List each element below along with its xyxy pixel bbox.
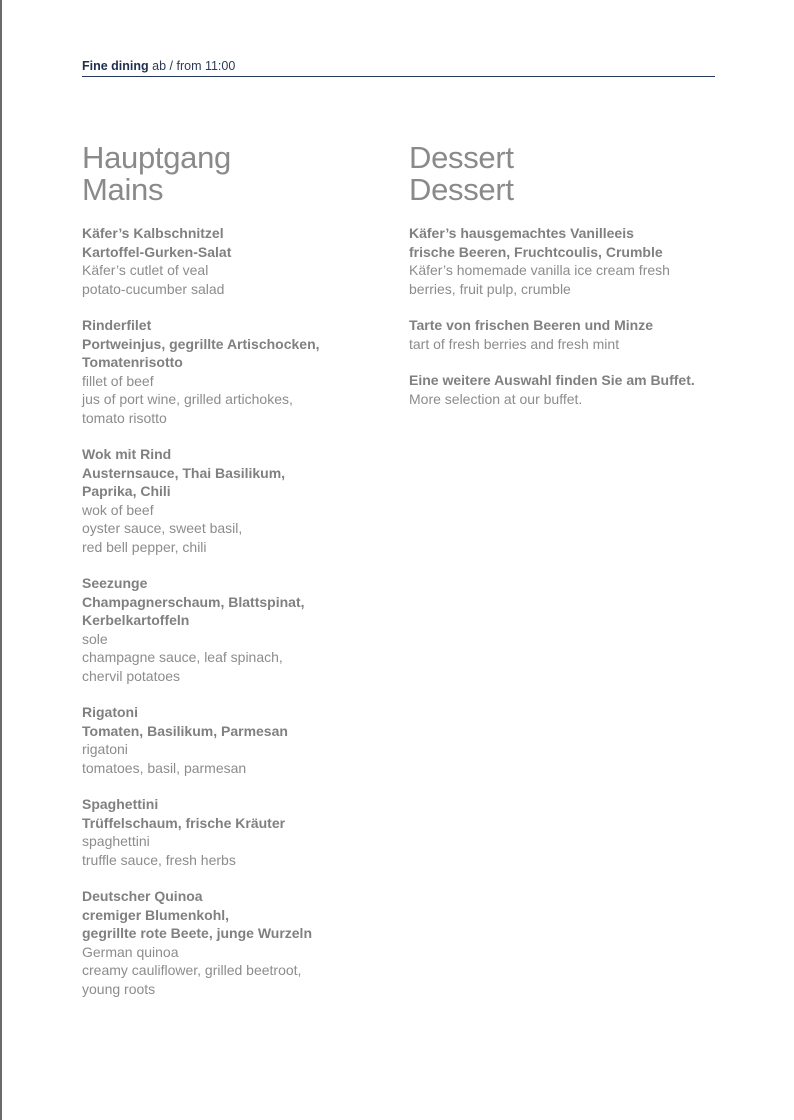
menu-item	[82, 703, 382, 777]
menu-item	[82, 887, 382, 998]
menu-item	[82, 445, 382, 556]
dish-name-en: sole champagne sauce, leaf spinach, chervil potatoes	[82, 630, 283, 684]
dish-name-en: Käfer’s cutlet of veal potato-cucumber salad	[82, 262, 225, 297]
mains-title	[82, 142, 382, 206]
menu-item	[82, 574, 382, 685]
menu-item	[409, 371, 719, 408]
dessert-title-de: Dessert	[409, 140, 514, 175]
dish-name-en: fillet of beef jus of port wine, grilled artichokes, tomato risotto	[82, 372, 293, 426]
menu-item	[82, 224, 382, 298]
dish-name-de: Käfer’s hausgemachtes Vanilleeis frische Beeren, Fruchtcoulis, Crumble	[409, 225, 663, 260]
dish-name-en: wok of beef oyster sauce, sweet basil, red bell pepper, chili	[82, 501, 243, 555]
page-edge	[0, 0, 2, 1120]
menu-item	[409, 316, 719, 353]
mains-column	[82, 142, 382, 1016]
header-title: Fine dining	[82, 59, 149, 73]
menu-item	[82, 316, 382, 427]
dish-name-en: More selection at our buffet.	[409, 390, 583, 407]
dish-name-de: Wok mit Rind Austernsauce, Thai Basilikum, Paprika, Chili	[82, 446, 286, 499]
dish-name-en: Käfer’s homemade vanilla ice cream fresh berries, fruit pulp, crumble	[409, 262, 670, 297]
dish-name-en: spaghettini truffle sauce, fresh herbs	[82, 833, 236, 868]
dish-name-de: Eine weitere Auswahl finden Sie am Buffet.	[409, 372, 695, 388]
dish-name-de: Käfer’s Kalbschnitzel Kartoffel-Gurken-Salat	[82, 225, 232, 260]
page-header	[82, 58, 715, 77]
dish-name-de: Tarte von frischen Beeren und Minze	[409, 317, 654, 333]
dessert-title	[409, 142, 719, 206]
dish-name-de: Deutscher Quinoa cremiger Blumenkohl, gegrillte rote Beete, junge Wurzeln	[82, 888, 313, 941]
dish-name-de: Seezunge Champagnerschaum, Blattspinat, Kerbelkartoffeln	[82, 575, 305, 628]
menu-item	[409, 224, 719, 298]
dish-name-en: German quinoa creamy cauliflower, grilled beetroot, young roots	[82, 943, 302, 997]
mains-title-en: Mains	[82, 172, 164, 207]
dessert-column	[409, 142, 719, 426]
mains-title-de: Hauptgang	[82, 140, 231, 175]
dessert-title-en: Dessert	[409, 172, 514, 207]
dish-name-de: Spaghettini Trüffelschaum, frische Kräuter	[82, 796, 286, 831]
dish-name-de: Rigatoni Tomaten, Basilikum, Parmesan	[82, 704, 288, 739]
header-time: ab / from 11:00	[152, 59, 236, 73]
menu-item	[82, 795, 382, 869]
dish-name-en: tart of fresh berries and fresh mint	[409, 335, 620, 352]
dish-name-de: Rinderfilet Portweinjus, gegrillte Artischocken, Tomatenrisotto	[82, 317, 320, 370]
dish-name-en: rigatoni tomatoes, basil, parmesan	[82, 741, 247, 776]
